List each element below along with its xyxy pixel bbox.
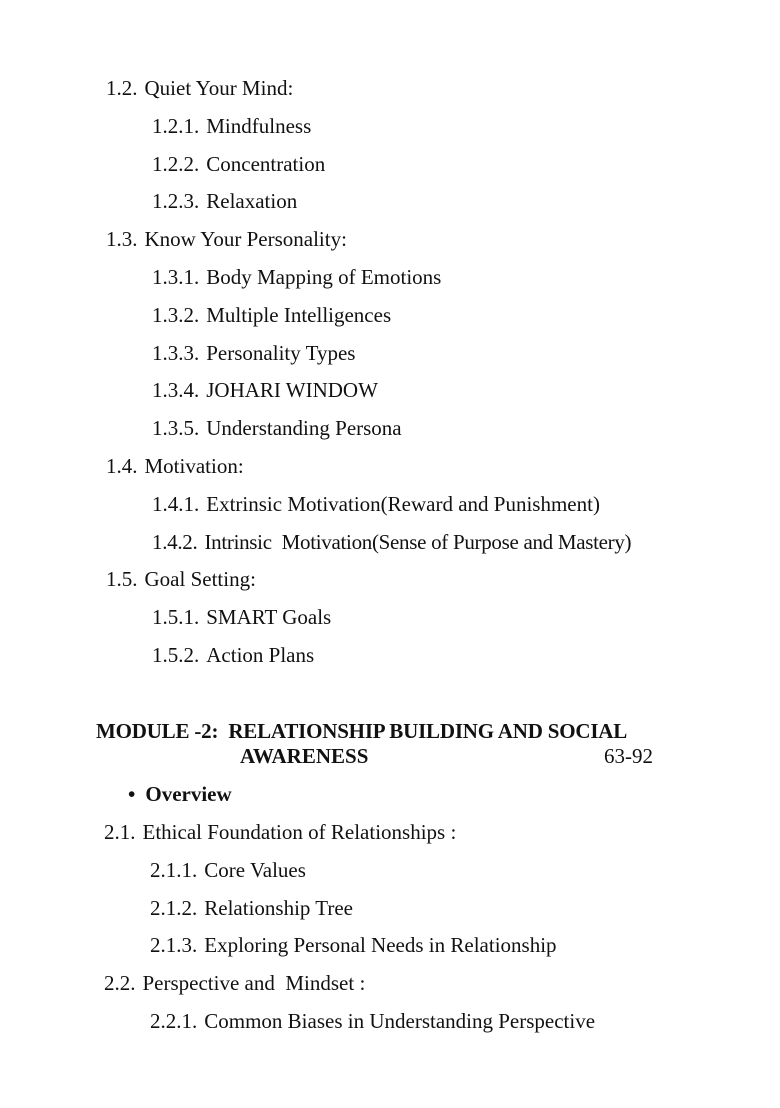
toc-entry-1-5 [106,566,256,592]
entry-title: Body Mapping of Emotions [206,265,442,289]
toc-entry-1-5-1 [152,604,331,630]
toc-entry-2-1-1 [150,857,306,883]
toc-entry-1-3-4 [152,377,378,403]
entry-title: Exploring Personal Needs in Relationship [204,933,557,957]
module-heading-line1: MODULE -2: RELATIONSHIP BUILDING AND SOCIAL [96,719,628,743]
toc-entry-1-3-3 [152,340,355,366]
entry-title: Understanding Persona [206,416,402,440]
toc-entry-1-3 [106,226,347,252]
entry-title: SMART Goals [206,605,332,629]
toc-entry-2-1 [104,819,456,845]
toc-entry-1-3-1 [152,264,441,290]
bullet-icon: • [128,782,136,806]
entry-title: Core Values [204,858,306,882]
entry-number: 1.3.4. [152,378,200,402]
entry-title: Ethical Foundation of Relationships : [142,820,457,844]
entry-number: 2.2. [104,971,136,995]
entry-title: Extrinsic Motivation(Reward and Punishment) [206,492,600,516]
toc-entry-1-2-3 [152,188,297,214]
entry-number: 2.1.1. [150,858,198,882]
entry-number: 1.3.1. [152,265,200,289]
entry-number: 1.3. [106,227,138,251]
toc-entry-2-2-1 [150,1008,595,1034]
toc-entry-1-2-1 [152,113,311,139]
entry-number: 2.1.3. [150,933,198,957]
entry-title: Action Plans [206,643,315,667]
module-page-range: 63-92 [604,744,653,768]
entry-title: Relaxation [206,189,298,213]
entry-number: 2.1. [104,820,136,844]
toc-entry-1-3-2 [152,302,391,328]
entry-title: Intrinsic Motivation(Sense of Purpose and Mastery) [204,530,632,554]
entry-title: Know Your Personality: [144,227,347,251]
entry-number: 2.1.2. [150,896,198,920]
entry-title: Personality Types [206,341,356,365]
entry-number: 1.5. [106,567,138,591]
entry-title: Concentration [206,152,326,176]
entry-number: 1.2.2. [152,152,200,176]
entry-number: 1.5.2. [152,643,200,667]
entry-number: 1.4.1. [152,492,200,516]
toc-entry-1-5-2 [152,642,314,668]
entry-number: 1.4.2. [152,530,198,554]
toc-entry-1-4 [106,453,244,479]
entry-number: 1.2.3. [152,189,200,213]
toc-entry-1-2-2 [152,151,325,177]
entry-title: JOHARI WINDOW [206,378,378,402]
overview-label: Overview [145,782,232,806]
entry-number: 1.2. [106,76,138,100]
entry-title: Common Biases in Understanding Perspective [204,1009,596,1033]
entry-number: 1.5.1. [152,605,200,629]
entry-title: Relationship Tree [204,896,354,920]
toc-entry-1-2 [106,75,293,101]
entry-number: 1.4. [106,454,138,478]
entry-title: Mindfulness [206,114,312,138]
entry-number: 1.3.5. [152,416,200,440]
entry-title: Multiple Intelligences [206,303,392,327]
toc-entry-2-1-2 [150,895,353,921]
entry-title: Quiet Your Mind: [144,76,294,100]
toc-entry-1-4-2 [152,529,631,555]
entry-number: 2.2.1. [150,1009,198,1033]
entry-number: 1.3.3. [152,341,200,365]
entry-number: 1.2.1. [152,114,200,138]
toc-entry-1-4-1 [152,491,600,517]
entry-number: 1.3.2. [152,303,200,327]
overview-bullet-item [128,781,232,807]
entry-title: Goal Setting: [144,567,256,591]
module-heading-line2: AWARENESS [240,744,369,768]
entry-title: Perspective and Mindset : [142,971,366,995]
entry-title: Motivation: [144,454,244,478]
toc-entry-2-1-3 [150,932,557,958]
toc-entry-2-2 [104,970,365,996]
toc-entry-1-3-5 [152,415,402,441]
